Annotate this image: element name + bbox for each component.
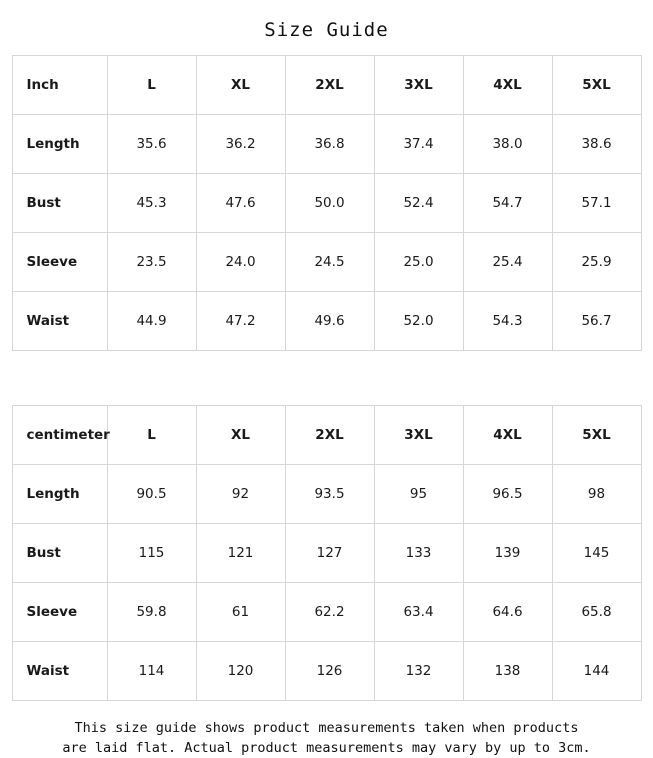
cell-value: 36.2 [196,115,285,174]
row-label-bust: Bust [12,524,107,583]
cell-value: 96.5 [463,465,552,524]
cell-value: 47.2 [196,292,285,351]
size-table-centimeter [12,405,642,701]
table-header-row [12,406,641,465]
cell-value: 35.6 [107,115,196,174]
cell-value: 138 [463,642,552,701]
cell-value: 90.5 [107,465,196,524]
row-label-sleeve: Sleeve [12,583,107,642]
cell-value: 23.5 [107,233,196,292]
size-header-4xl: 4XL [463,406,552,465]
cell-value: 45.3 [107,174,196,233]
cell-value: 133 [374,524,463,583]
cell-value: 37.4 [374,115,463,174]
cell-value: 25.9 [552,233,641,292]
footnote-line-2: are laid flat. Actual product measurements may vary by up to 3cm. [62,739,591,756]
table-row [12,174,641,233]
cell-value: 61 [196,583,285,642]
cell-value: 52.4 [374,174,463,233]
table-row [12,642,641,701]
table-row [12,524,641,583]
cell-value: 121 [196,524,285,583]
row-label-sleeve: Sleeve [12,233,107,292]
cell-value: 54.3 [463,292,552,351]
size-header-4xl: 4XL [463,56,552,115]
cell-value: 62.2 [285,583,374,642]
table-row [12,115,641,174]
size-header-3xl: 3XL [374,56,463,115]
size-header-xl: XL [196,56,285,115]
cell-value: 52.0 [374,292,463,351]
cell-value: 132 [374,642,463,701]
size-header-l: L [107,56,196,115]
cell-value: 95 [374,465,463,524]
table-row [12,583,641,642]
size-header-l: L [107,406,196,465]
table-row [12,465,641,524]
cell-value: 114 [107,642,196,701]
table-spacer [0,351,653,405]
cell-value: 144 [552,642,641,701]
page-title: Size Guide [264,19,389,41]
size-header-xl: XL [196,406,285,465]
cell-value: 145 [552,524,641,583]
cell-value: 120 [196,642,285,701]
cell-value: 64.6 [463,583,552,642]
cell-value: 24.0 [196,233,285,292]
row-label-waist: Waist [12,292,107,351]
unit-label-inch: Inch [12,56,107,115]
size-header-2xl: 2XL [285,406,374,465]
size-table-inch [12,55,642,351]
row-label-length: Length [12,465,107,524]
cell-value: 63.4 [374,583,463,642]
cell-value: 98 [552,465,641,524]
cell-value: 57.1 [552,174,641,233]
table-header-row [12,56,641,115]
cell-value: 139 [463,524,552,583]
cell-value: 49.6 [285,292,374,351]
size-header-2xl: 2XL [285,56,374,115]
cell-value: 115 [107,524,196,583]
cell-value: 65.8 [552,583,641,642]
cell-value: 126 [285,642,374,701]
cell-value: 50.0 [285,174,374,233]
footnote-line-1: This size guide shows product measurements taken when products [74,720,579,736]
size-header-3xl: 3XL [374,406,463,465]
cell-value: 93.5 [285,465,374,524]
size-header-5xl: 5XL [552,56,641,115]
cell-value: 54.7 [463,174,552,233]
row-label-waist: Waist [12,642,107,701]
cell-value: 25.4 [463,233,552,292]
row-label-length: Length [12,115,107,174]
cell-value: 25.0 [374,233,463,292]
cell-value: 59.8 [107,583,196,642]
cell-value: 38.6 [552,115,641,174]
cell-value: 24.5 [285,233,374,292]
cell-value: 38.0 [463,115,552,174]
cell-value: 56.7 [552,292,641,351]
table-row [12,233,641,292]
unit-label-centimeter: centimeter [12,406,107,465]
size-header-5xl: 5XL [552,406,641,465]
row-label-bust: Bust [12,174,107,233]
cell-value: 36.8 [285,115,374,174]
cell-value: 44.9 [107,292,196,351]
cell-value: 47.6 [196,174,285,233]
table-row [12,292,641,351]
cell-value: 92 [196,465,285,524]
cell-value: 127 [285,524,374,583]
